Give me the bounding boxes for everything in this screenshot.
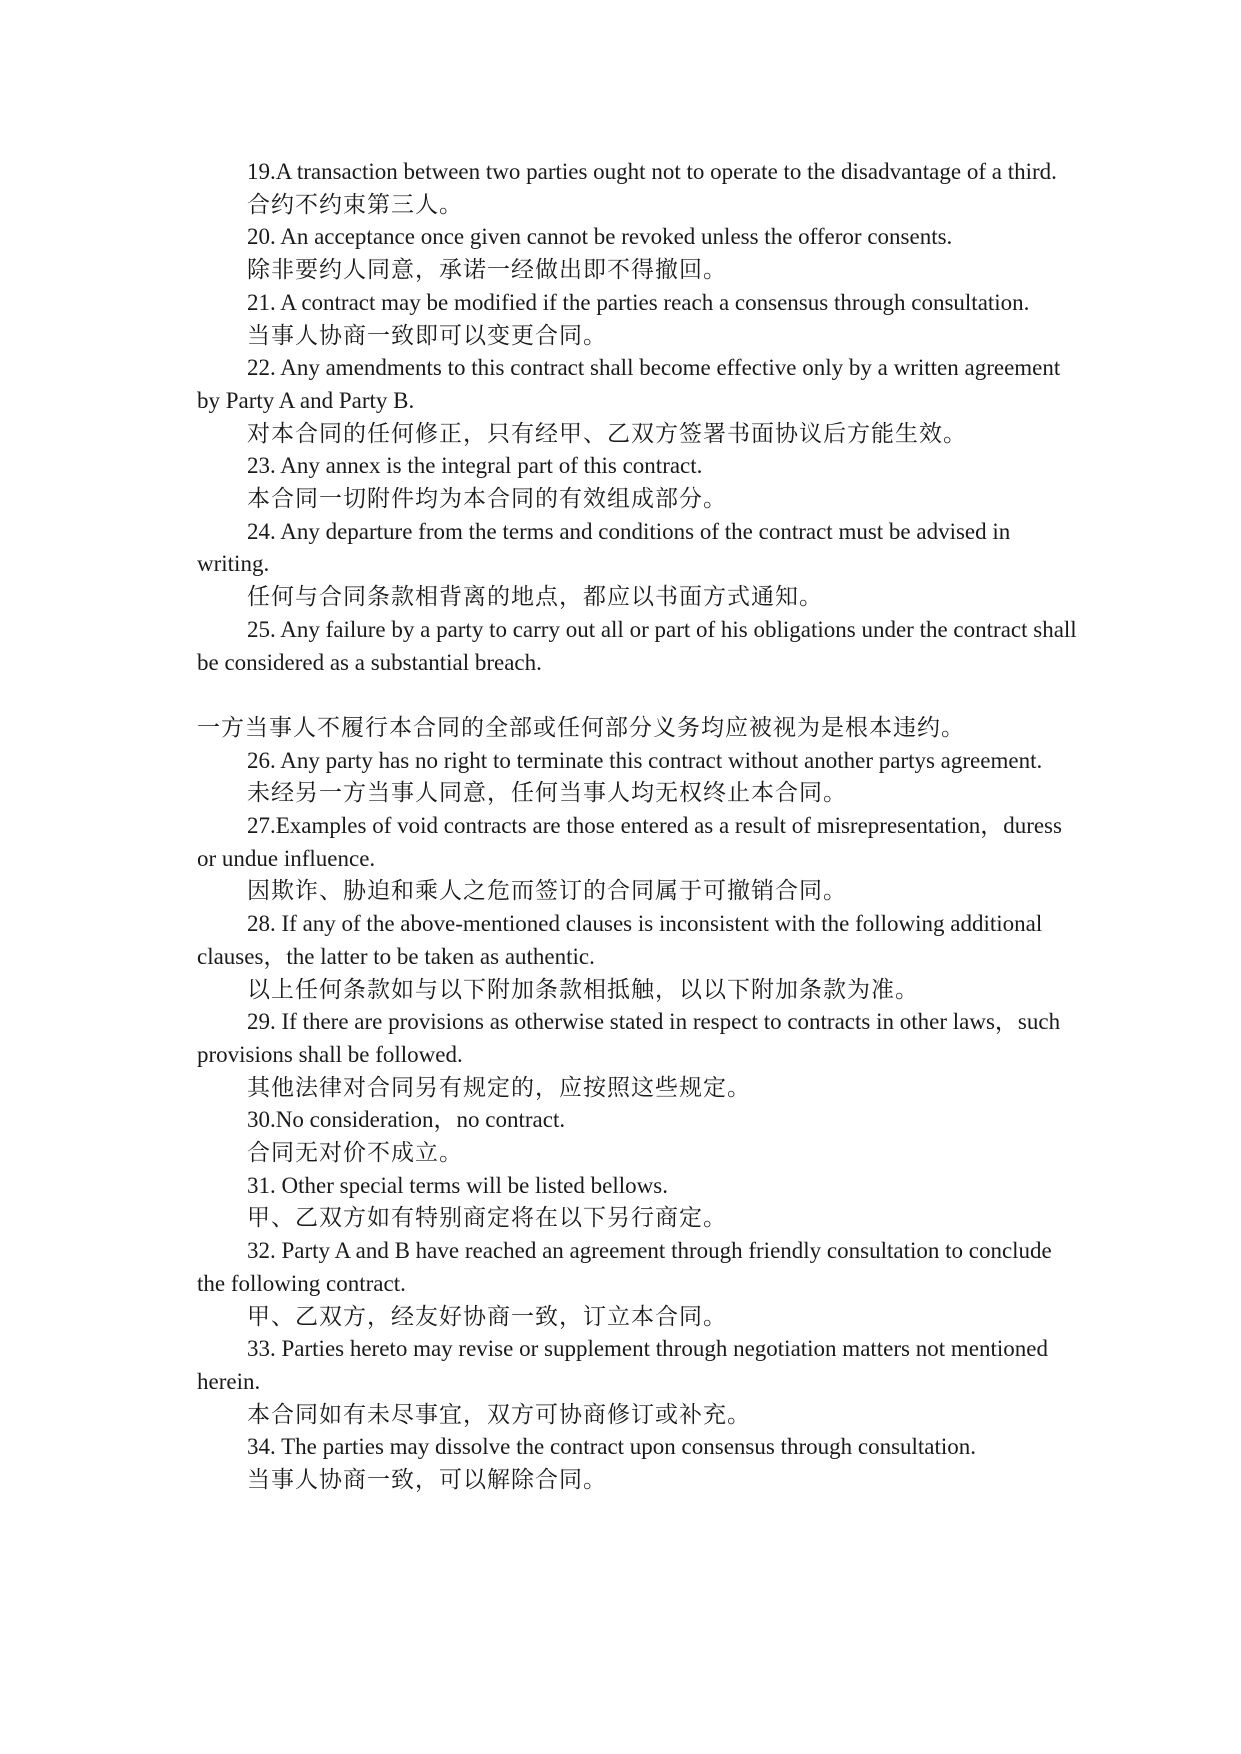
clause-en: 25. Any failure by a party to carry out all or part of his obligations under the contract shall be considered as a substantial breach. [197,616,1083,675]
clause-en: 30.No consideration，no contract. [247,1107,566,1133]
clause-zh: 合同无对价不成立。 [247,1140,463,1166]
clause-en: 26. Any party has no right to terminate this contract without another partys agreement. [247,747,1043,773]
clause-zh: 甲、乙双方，经友好协商一致，订立本合同。 [247,1303,727,1329]
clause-en: 31. Other special terms will be listed bellows. [247,1172,668,1198]
clause-en: 19.A transaction between two parties ought not to operate to the disadvantage of a third. [247,159,1057,184]
clause-en: 32. Party A and B have reached an agreement through friendly consultation to conclude the following contract. [197,1238,1058,1296]
clause-en: 28. If any of the above-mentioned clauses is inconsistent with the following additional clauses，the latter to be taken as authentic. [197,911,1048,969]
clause-en: 24. Any departure from the terms and conditions of the contract must be advised in writing. [197,518,1017,577]
clause-zh: 因欺诈、胁迫和乘人之危而签订的合同属于可撤销合同。 [247,878,847,904]
clause-zh: 以上任何条款如与以下附加条款相抵触，以以下附加条款为准。 [247,976,919,1002]
clause-en: 23. Any annex is the integral part of this contract. [247,453,703,479]
clause-en: 34. The parties may dissolve the contract upon consensus through consultation. [247,1434,977,1460]
clause-en: 33. Parties hereto may revise or supplement through negotiation matters not mentioned herein. [197,1336,1054,1394]
document-body [197,156,1083,1497]
clause-zh: 除非要约人同意，承诺一经做出即不得撤回。 [247,257,727,283]
clause-en: 22. Any amendments to this contract shall become effective only by a written agreement by Party A and Party B. [197,355,1067,413]
clause-en: 21. A contract may be modified if the parties reach a consensus through consultation. [247,289,1030,315]
clause-zh: 对本合同的任何修正，只有经甲、乙双方签署书面协议后方能生效。 [247,420,967,446]
clause-zh: 当事人协商一致，可以解除合同。 [247,1467,607,1493]
clause-zh: 合约不约束第三人。 [247,191,463,217]
clause-zh: 甲、乙双方如有特别商定将在以下另行商定。 [247,1205,727,1231]
clause-en: 29. If there are provisions as otherwise stated in respect to contracts in other laws，such provisions shall be followed. [197,1009,1066,1067]
clause-zh: 其他法律对合同另有规定的，应按照这些规定。 [247,1074,751,1100]
blank-line [197,679,1077,712]
clause-en: 27.Examples of void contracts are those entered as a result of misrepresentation，duress or undue influence. [197,813,1068,871]
clause-zh: 任何与合同条款相背离的地点，都应以书面方式通知。 [247,584,823,610]
clause-zh: 本合同一切附件均为本合同的有效组成部分。 [247,486,727,512]
clause-zh: 一方当事人不履行本合同的全部或任何部分义务均应被视为是根本违约。 [197,714,965,740]
clause-zh: 未经另一方当事人同意，任何当事人均无权终止本合同。 [247,780,847,806]
clause-zh: 本合同如有未尽事宜，双方可协商修订或补充。 [247,1401,751,1427]
clause-zh: 当事人协商一致即可以变更合同。 [247,322,607,348]
clause-en: 20. An acceptance once given cannot be revoked unless the offeror consents. [247,224,953,250]
